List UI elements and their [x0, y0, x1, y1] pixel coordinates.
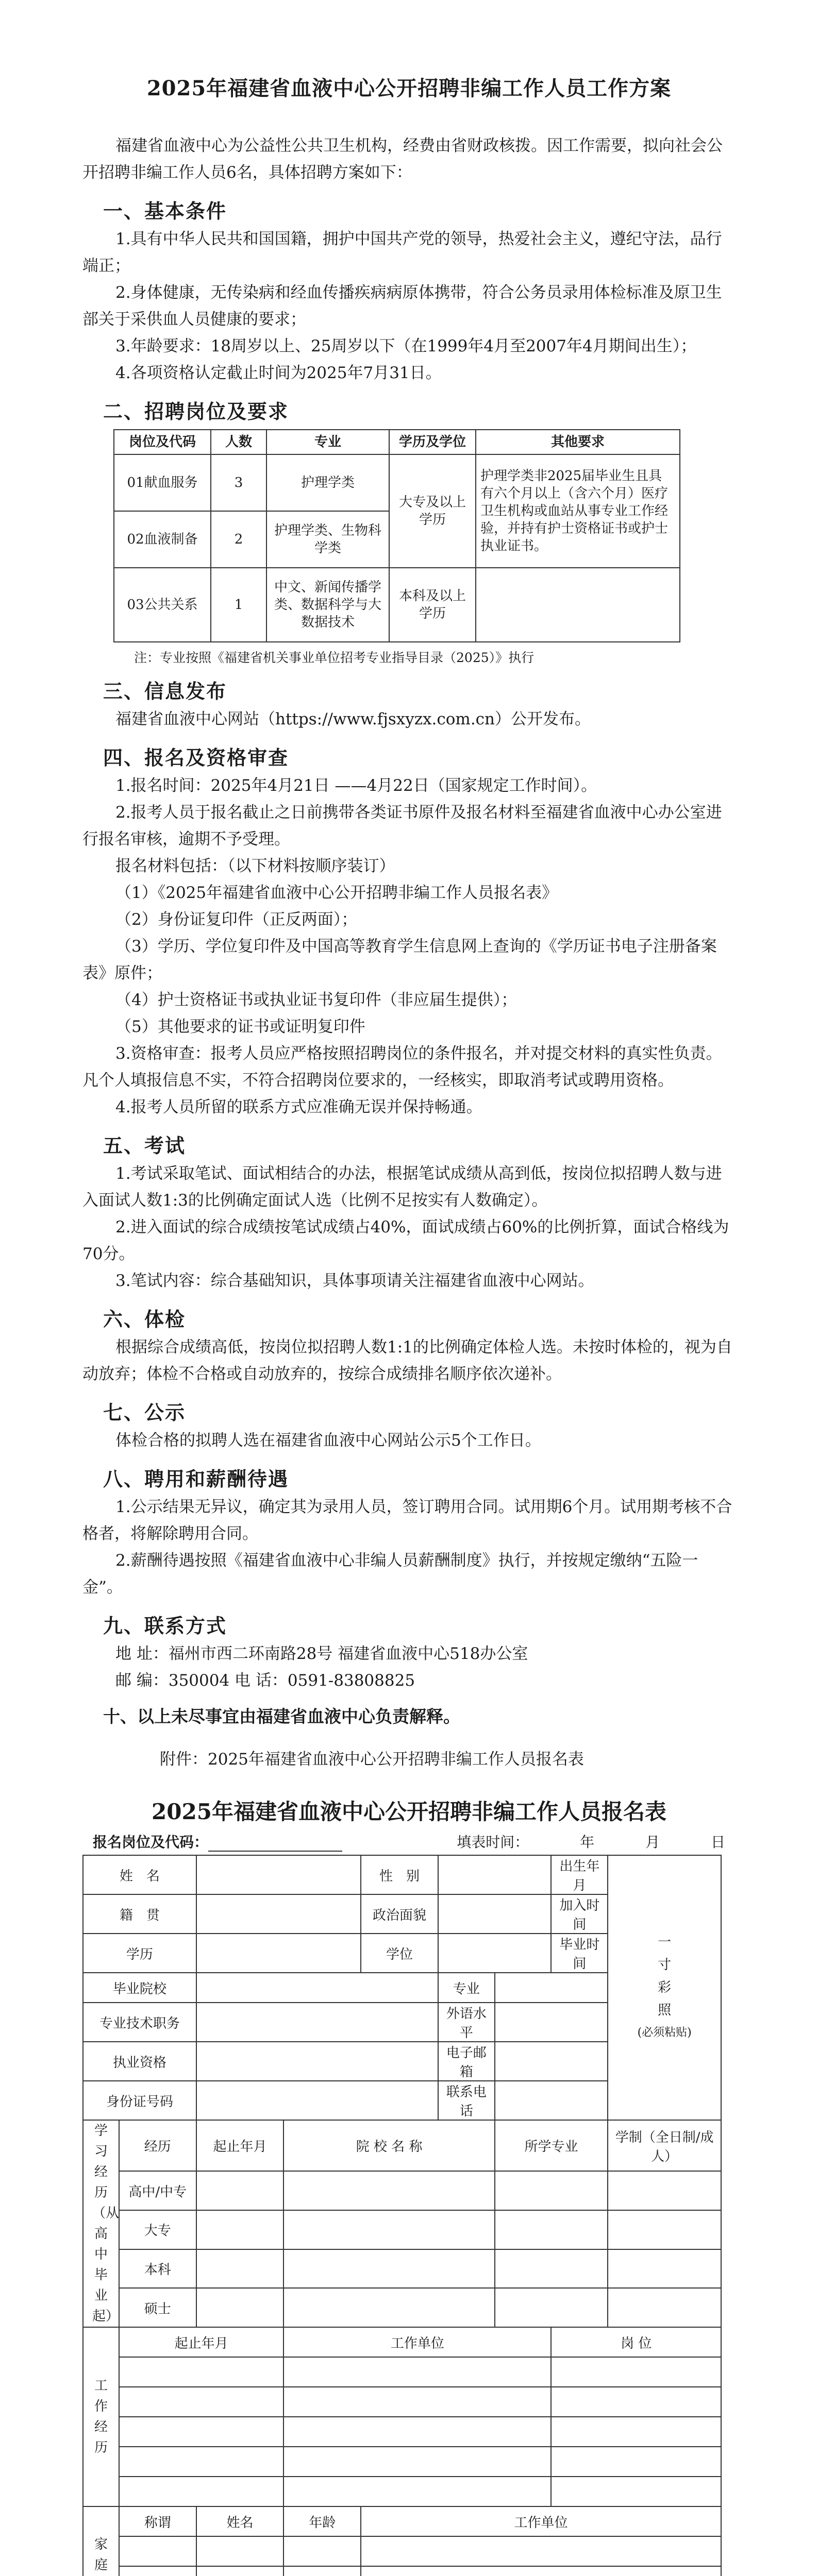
input-education[interactable]	[196, 1934, 361, 1973]
label-native-place: 籍 贯	[83, 1894, 196, 1934]
post-code-field	[93, 1831, 342, 1852]
work-input[interactable]	[551, 2477, 721, 2506]
label-foreign-language: 外语水平	[438, 2003, 495, 2042]
post-code-label: 报名岗位及代码：	[93, 1834, 209, 1851]
work-input[interactable]	[119, 2357, 283, 2387]
input-name[interactable]	[196, 1855, 361, 1894]
material-item: （3）学历、学位复印件及中国高等教育学生信息网上查询的《学历证书电子注册备案表》原件；	[82, 937, 717, 982]
day-label: 日	[710, 1834, 725, 1851]
family-input[interactable]	[361, 2536, 721, 2566]
table-header-cell: 专业	[266, 430, 389, 454]
section-heading-conditions: 一、基本条件	[103, 199, 227, 223]
photo-box[interactable]	[608, 1855, 721, 2120]
photo-note: (必须粘贴)	[637, 2026, 692, 2039]
family-header: 年龄	[283, 2506, 361, 2536]
table-row	[114, 568, 680, 642]
label-school: 毕业院校	[83, 1973, 196, 2003]
work-input[interactable]	[283, 2447, 551, 2477]
section-heading-exam: 五、考试	[103, 1134, 186, 1157]
study-input[interactable]	[608, 2288, 721, 2327]
work-input[interactable]	[551, 2357, 721, 2387]
label-gender: 性 别	[361, 1855, 438, 1894]
form-row	[83, 2327, 721, 2357]
input-technical-title[interactable]	[196, 2003, 438, 2042]
registration-item: 4.报考人员所留的联系方式应准确无误并保持畅通。	[115, 1098, 482, 1116]
form-row	[83, 2210, 721, 2249]
intro-paragraph: 福建省血液中心为公益性公共卫生机构，经费由省财政核拨。因工作需要，拟向社会公开招聘非编工作人员6名，具体招聘方案如下：	[82, 137, 723, 182]
study-input[interactable]	[196, 2288, 284, 2327]
section-heading-publicity: 七、公示	[103, 1401, 186, 1424]
input-phone[interactable]	[495, 2081, 608, 2120]
work-history-text: 工作经历	[94, 2378, 108, 2455]
study-input[interactable]	[196, 2249, 284, 2289]
label-political: 政治面貌	[361, 1894, 438, 1934]
family-input[interactable]	[361, 2566, 721, 2576]
materials-intro: 报名材料包括：（以下材料按顺序装订）	[115, 857, 395, 875]
label-degree: 学位	[361, 1934, 438, 1973]
study-input[interactable]	[608, 2210, 721, 2249]
work-input[interactable]	[283, 2357, 551, 2387]
section-heading-physical: 六、体检	[103, 1308, 186, 1331]
input-political[interactable]	[438, 1894, 552, 1934]
publicity-text: 体检合格的拟聘人选在福建省血液中心网站公示5个工作日。	[115, 1431, 541, 1450]
study-row-label: 高中/中专	[119, 2171, 196, 2210]
input-gender[interactable]	[438, 1855, 552, 1894]
family-input[interactable]	[119, 2566, 196, 2576]
study-input[interactable]	[196, 2210, 284, 2249]
study-input[interactable]	[283, 2288, 494, 2327]
label-graduation-time: 毕业时间	[551, 1934, 608, 1973]
material-item: （1）《2025年福建省血液中心公开招聘非编工作人员报名表》	[115, 884, 558, 902]
label-major: 专业	[438, 1973, 495, 2003]
study-input[interactable]	[495, 2249, 608, 2289]
table-cell: 中文、新闻传播学类、数据科学与大数据技术	[266, 568, 389, 642]
material-item: （2）身份证复印件（正反两面）；	[115, 910, 358, 929]
study-row-label: 硕士	[119, 2288, 196, 2327]
label-birth: 出生年月	[551, 1855, 608, 1894]
table-header-cell: 学历及学位	[389, 430, 476, 454]
table-row	[114, 454, 680, 511]
post-code-blank[interactable]	[208, 1836, 342, 1852]
work-input[interactable]	[551, 2417, 721, 2447]
form-row	[83, 2171, 721, 2210]
work-header: 工作单位	[283, 2327, 551, 2357]
family-input[interactable]	[196, 2566, 284, 2576]
label-name: 姓 名	[83, 1855, 196, 1894]
study-input[interactable]	[495, 2171, 608, 2210]
label-qualification: 执业资格	[83, 2042, 196, 2081]
employment-item: 1.公示结果无异议，确定其为录用人员，签订聘用合同。试用期6个月。试用期考核不合格者，将解除聘用合同。	[82, 1498, 732, 1543]
exam-item: 1.考试采取笔试、面试相结合的办法，根据笔试成绩从高到低，按岗位拟招聘人数与进入面试人数1:3的比例确定面试人选（比例不足按实有人数确定）。	[82, 1164, 722, 1210]
contact-postcode-phone: 邮 编：350004 电 话：0591-83808825	[115, 1671, 415, 1690]
table-cell: 02血液制备	[114, 511, 211, 568]
employment-item: 2.薪酬待遇按照《福建省血液中心非编人员薪酬制度》执行，并按规定缴纳“五险一金”。	[82, 1551, 698, 1597]
family-input[interactable]	[283, 2536, 361, 2566]
table-cell-education: 大专及以上学历	[389, 454, 476, 568]
family-input[interactable]	[283, 2566, 361, 2576]
table-cell-other-requirements: 护理学类非2025届毕业生且具有六个月以上（含六个月）医疗卫生机构或血站从事专业工作经验，并持有护士资格证书或护士执业证书。	[476, 454, 680, 568]
table-header-cell: 岗位及代码	[114, 430, 211, 454]
table-cell: 2	[211, 511, 266, 568]
study-header: 院 校 名 称	[283, 2120, 494, 2171]
study-header: 起止年月	[196, 2120, 284, 2171]
section-ten-text: 十、以上未尽事宜由福建省血液中心负责解释。	[103, 1706, 460, 1726]
form-title: 2025年福建省血液中心公开招聘非编工作人员报名表	[152, 1799, 666, 1824]
study-input[interactable]	[196, 2171, 284, 2210]
registration-item: 1.报名时间：2025年4月21日 ——4月22日（国家规定工作时间）。	[115, 776, 597, 795]
work-input[interactable]	[119, 2417, 283, 2447]
family-input[interactable]	[196, 2536, 284, 2566]
work-input[interactable]	[283, 2387, 551, 2417]
table-cell: 护理学类、生物科学类	[266, 511, 389, 568]
input-school[interactable]	[196, 1973, 438, 2003]
table-header-row	[114, 430, 680, 454]
year-label: 年	[580, 1834, 595, 1851]
positions-table	[113, 429, 680, 642]
work-input[interactable]	[119, 2477, 283, 2506]
table-cell: 03公共关系	[114, 568, 211, 642]
label-join-time: 加入时间	[551, 1894, 608, 1934]
condition-item: 2.身体健康，无传染病和经血传播疾病病原体携带，符合公务员录用体检标准及原卫生部关于采供血人员健康的要求；	[82, 283, 722, 329]
contact-address: 地 址：福州市西二环南路28号 福建省血液中心518办公室	[115, 1645, 528, 1663]
input-degree[interactable]	[438, 1934, 552, 1973]
publish-text: 福建省血液中心网站（https://www.fjsxyzx.com.cn）公开发布。	[115, 710, 591, 728]
family-input[interactable]	[119, 2536, 196, 2566]
condition-item: 1.具有中华人民共和国国籍，拥护中国共产党的领导，热爱社会主义，遵纪守法，品行端正；	[82, 230, 722, 275]
month-label: 月	[645, 1834, 660, 1851]
attachment-line: 附件：2025年福建省血液中心公开招聘非编工作人员报名表	[160, 1750, 584, 1769]
family-header: 称谓	[119, 2506, 196, 2536]
label-technical-title: 专业技术职务	[83, 2003, 196, 2042]
work-input[interactable]	[283, 2417, 551, 2447]
study-header: 学制（全日制/成人）	[608, 2120, 721, 2171]
form-row	[83, 2249, 721, 2289]
study-header: 所学专业	[495, 2120, 608, 2171]
input-native-place[interactable]	[196, 1894, 361, 1934]
table-header-cell: 其他要求	[476, 430, 680, 454]
photo-label: 一寸彩照	[658, 1935, 672, 2018]
study-history-text: 学习经历（从高中毕业起）	[92, 2123, 119, 2324]
input-id-number[interactable]	[196, 2081, 438, 2120]
table-cell: 01献血服务	[114, 454, 211, 511]
work-input[interactable]	[119, 2447, 283, 2477]
input-qualification[interactable]	[196, 2042, 438, 2081]
study-header: 经历	[119, 2120, 196, 2171]
registration-form-table	[82, 1855, 722, 2576]
family-header: 姓名	[196, 2506, 284, 2536]
work-input[interactable]	[551, 2447, 721, 2477]
work-header: 岗 位	[551, 2327, 721, 2357]
family-header: 工作单位	[361, 2506, 721, 2536]
table-cell-empty	[476, 568, 680, 642]
family-members-label	[83, 2506, 119, 2576]
fill-date-field	[457, 1831, 725, 1852]
work-input[interactable]	[283, 2477, 551, 2506]
study-row-label: 本科	[119, 2249, 196, 2289]
work-input[interactable]	[551, 2387, 721, 2417]
condition-item: 4.各项资格认定截止时间为2025年7月31日。	[115, 364, 442, 382]
study-row-label: 大专	[119, 2210, 196, 2249]
label-phone: 联系电话	[438, 2081, 495, 2120]
form-row	[83, 2120, 721, 2171]
section-heading-publish: 三、信息发布	[103, 680, 227, 703]
work-input[interactable]	[119, 2387, 283, 2417]
label-education: 学历	[83, 1934, 196, 1973]
form-row	[83, 2288, 721, 2327]
study-history-label	[83, 2120, 119, 2327]
section-heading-registration: 四、报名及资格审查	[103, 746, 289, 769]
study-input[interactable]	[495, 2210, 608, 2249]
form-meta	[93, 1831, 725, 1852]
study-input[interactable]	[283, 2249, 494, 2289]
section-heading-contact: 九、联系方式	[103, 1614, 227, 1637]
input-email[interactable]	[495, 2042, 608, 2081]
material-item: （4）护士资格证书或执业证书复印件（非应届生提供）；	[115, 991, 517, 1009]
exam-item: 3.笔试内容：综合基础知识，具体事项请关注福建省血液中心网站。	[115, 1272, 594, 1290]
material-item: （5）其他要求的证书或证明复印件	[115, 1018, 365, 1036]
exam-item: 2.进入面试的综合成绩按笔试成绩占40%，面试成绩占60%的比例折算，面试合格线为70分。	[82, 1218, 729, 1263]
work-header: 起止年月	[119, 2327, 283, 2357]
study-input[interactable]	[608, 2171, 721, 2210]
label-email: 电子邮箱	[438, 2042, 495, 2081]
section-heading-employment: 八、聘用和薪酬待遇	[103, 1467, 289, 1490]
fill-date-label: 填表时间：	[457, 1834, 529, 1851]
table-cell: 3	[211, 454, 266, 511]
condition-item: 3.年龄要求：18周岁以上、25周岁以下（在1999年4月至2007年4月期间出生）；	[115, 337, 697, 355]
form-row	[83, 2506, 721, 2536]
work-history-label	[83, 2327, 119, 2506]
table-cell: 1	[211, 568, 266, 642]
input-major[interactable]	[495, 1973, 608, 2003]
study-input[interactable]	[283, 2210, 494, 2249]
section-heading-positions: 二、招聘岗位及要求	[103, 400, 289, 423]
family-members-text: 家庭	[94, 2537, 108, 2573]
table-note: 注：专业按照《福建省机关事业单位招考专业指导目录（2025）》执行	[134, 650, 535, 665]
table-cell: 护理学类	[266, 454, 389, 511]
physical-text: 根据综合成绩高低，按岗位拟招聘人数1:1的比例确定体检人选。未按时体检的，视为自动放弃；体检不合格或自动放弃的，按综合成绩排名顺序依次递补。	[82, 1338, 732, 1383]
study-input[interactable]	[283, 2171, 494, 2210]
document-title: 2025年福建省血液中心公开招聘非编工作人员工作方案	[146, 76, 672, 100]
form-row	[83, 1855, 721, 1894]
registration-item: 2.报考人员于报名截止之日前携带各类证书原件及报名材料至福建省血液中心办公室进行报名审核，逾期不予受理。	[82, 803, 722, 849]
table-header-cell: 人数	[211, 430, 266, 454]
study-input[interactable]	[608, 2249, 721, 2289]
study-input[interactable]	[495, 2288, 608, 2327]
table-cell-education: 本科及以上学历	[389, 568, 476, 642]
label-id-number: 身份证号码	[83, 2081, 196, 2120]
input-foreign-language[interactable]	[495, 2003, 608, 2042]
registration-item: 3.资格审查：报考人员应严格按照招聘岗位的条件报名，并对提交材料的真实性负责。凡个人填报信息不实，不符合招聘岗位要求的，一经核实，即取消考试或聘用资格。	[82, 1044, 722, 1090]
